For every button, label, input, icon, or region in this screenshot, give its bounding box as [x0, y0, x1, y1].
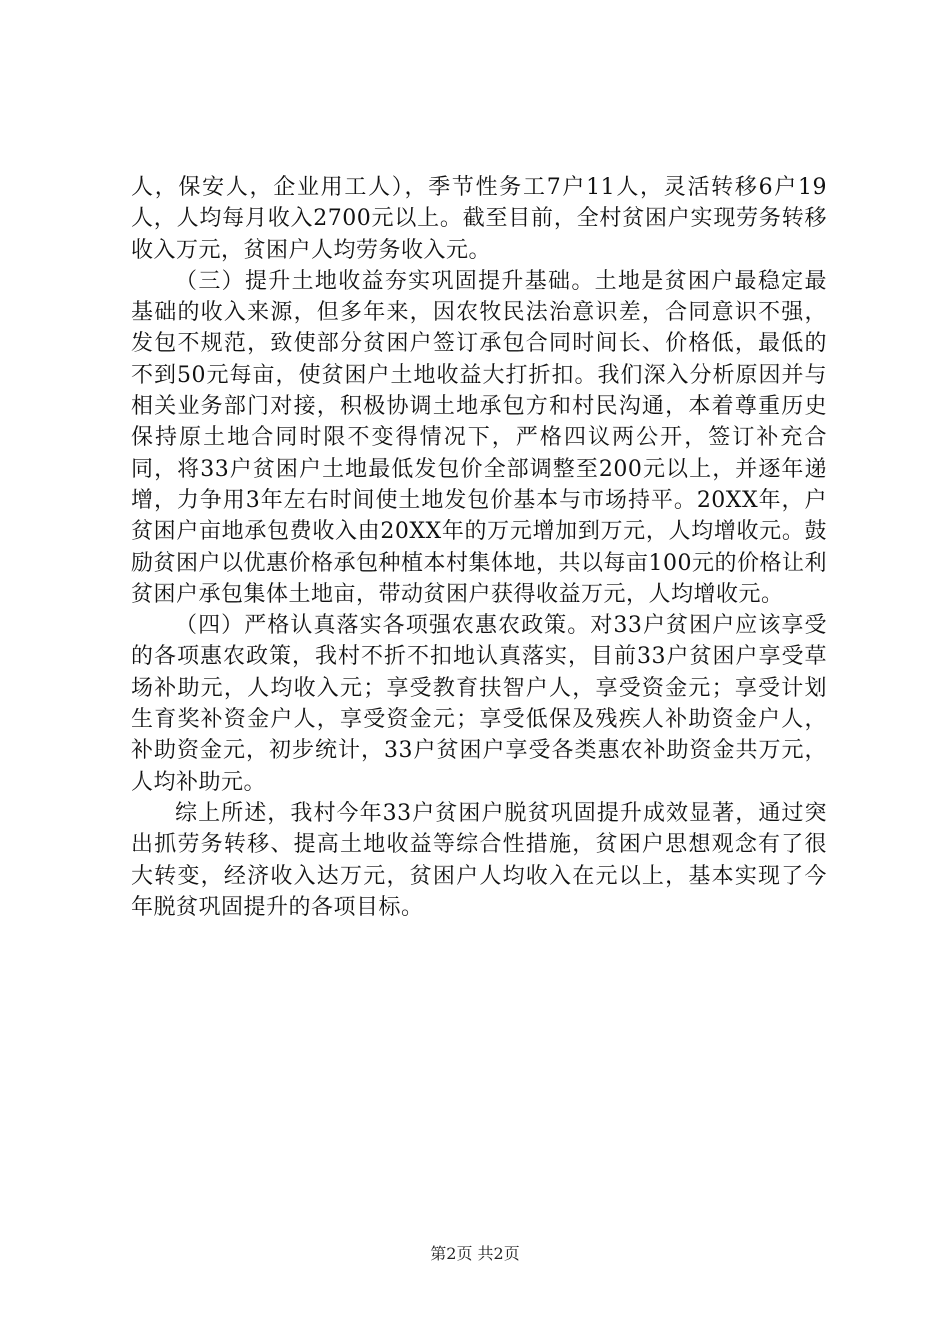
paragraph-summary: 综上所述，我村今年33户贫困户脱贫巩固提升成效显著，通过突出抓劳务转移、提高土地收益等综合性措施，贫困户思想观念有了很大转变，经济收入达万元，贫困户人均收入在元以上，基本实现了今年脱贫巩固提升的各项目标。	[131, 800, 827, 920]
paragraph-labor-transfer: 人，保安人，企业用工人），季节性务工7户11人，灵活转移6户19人，人均每月收入2700元以上。截至目前，全村贫困户实现劳务转移收入万元，贫困户人均劳务收入元。	[131, 175, 827, 263]
paragraph-agricultural-policy: （四）严格认真落实各项强农惠农政策。对33户贫困户应该享受的各项惠农政策，我村不折不扣地认真落实，目前33户贫困户享受草场补助元，人均收入元；享受教育扶智户人，享受资金元；享受计划生育奖补资金户人，享受资金元；享受低保及残疾人补助资金户人，补助资金元，初步统计，33户贫困户享受各类惠农补助资金共万元，人均补助元。	[131, 613, 827, 795]
document-body	[131, 172, 827, 923]
page-number-footer: 第2页 共2页	[430, 1244, 520, 1263]
paragraph-land-income: （三）提升土地收益夯实巩固提升基础。土地是贫困户最稳定最基础的收入来源，但多年来，因农牧民法治意识差，合同意识不强，发包不规范，致使部分贫困户签订承包合同时间长、价格低，最低的不到50元每亩，使贫困户土地收益大打折扣。我们深入分析原因并与相关业务部门对接，积极协调土地承包方和村民沟通，本着尊重历史保持原土地合同时限不变得情况下，严格四议两公开，签订补充合同，将33户贫困户土地最低发包价全部调整至200元以上，并逐年递增，力争用3年左右时间使土地发包价基本与市场持平。20XX年，户贫困户亩地承包费收入由20XX年的万元增加到万元，人均增收元。鼓励贫困户以优惠价格承包种植本村集体地，共以每亩100元的价格让利贫困户承包集体土地亩，带动贫困户获得收益万元，人均增收元。	[131, 268, 827, 607]
